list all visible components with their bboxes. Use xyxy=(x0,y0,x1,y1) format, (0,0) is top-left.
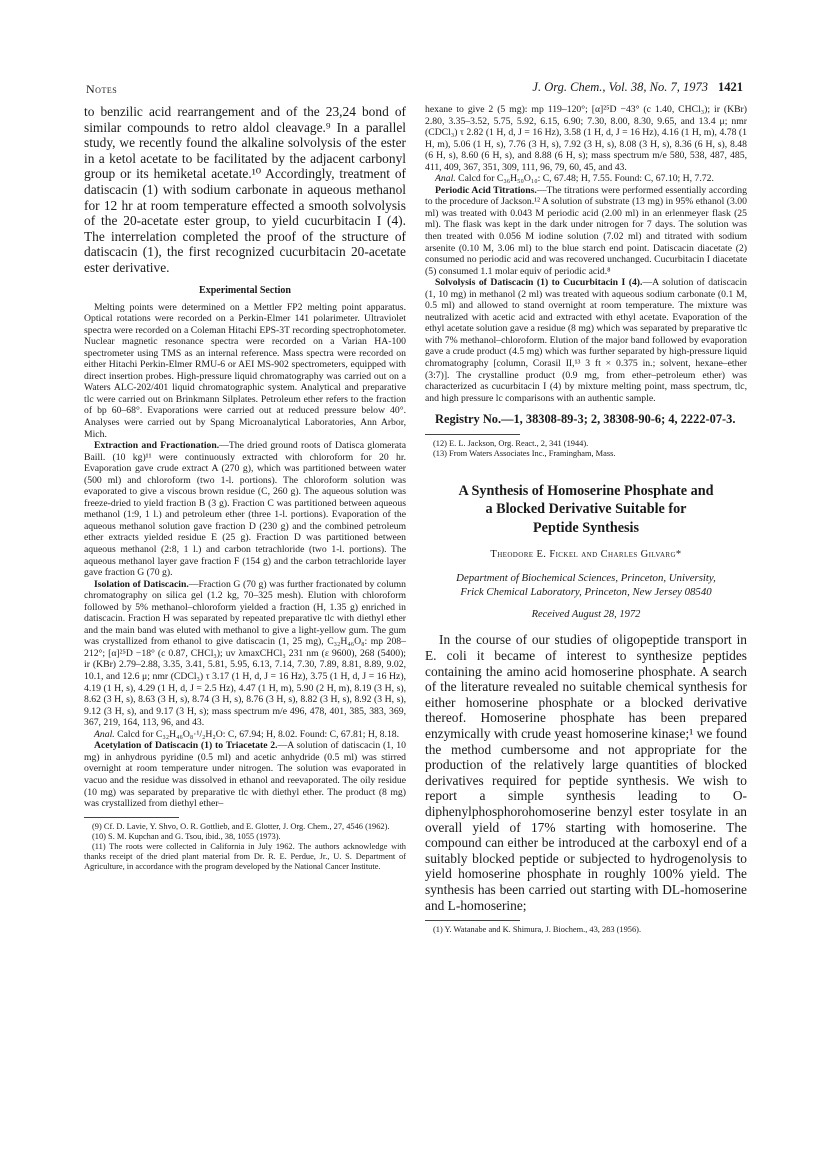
registry-text: 38308-89-3; 2, 38308-90-6; 4, 2222-07-3. xyxy=(525,412,736,427)
footnote-rule-left xyxy=(84,817,179,818)
experimental-section-heading: Experimental Section xyxy=(199,284,291,296)
footnote-13: (13) From Waters Associates Inc., Framingham, Mass. xyxy=(433,449,616,459)
acetylation-paragraph xyxy=(84,740,406,809)
analysis-label-1: Anal. xyxy=(94,728,115,740)
footnote-12: (12) E. L. Jackson, Org. React., 2, 341 (1944). xyxy=(433,439,589,449)
article-title-line-3: Peptide Synthesis xyxy=(532,519,640,536)
page-number: 1421 xyxy=(718,80,743,94)
analysis-text-2: Calcd for C₃₆H₅₀O₁₀: C, 67.48; H, 7.55. Found: C, 67.10; H, 7.72. xyxy=(458,173,714,185)
footnote-1: (1) Y. Watanabe and K. Shimura, J. Biochem., 43, 283 (1956). xyxy=(433,925,642,935)
registry-label: Registry No.—1, xyxy=(435,412,523,427)
isolation-text: —Fraction G (70 g) was further fractionated by column chromatography on silica gel (1.2 kg, 70–325 mesh). Elution with chloroform followed by 5% methanol–chloroform yielded a fraction (H, 1.35 g) enriched in datiscacin. Fraction H was separated by repeated preparative tlc with diethyl ether and the main band was eluted with methanol to give a light-yellow gum. The gum was crystallized from ethanol to give datiscacin (1, 25 mg), C₃₂H₄₆O₈: mp 208–212°; [α]²⁵D −18° (c 0.87, CHCl₃); uv λmaxCHCl₃ 231 nm (ε 9600), 268 (5400); ir (KBr) 2.79–2.88, 3.35, 3.41, 5.81, 5.95, 6.13, 7.14, 7.30, 7.89, 8.81, 8.89, 9.02, 10.1, and 12.6 μ; nmr (CDCl₃) τ 3.17 (1 H, d, J = 16 Hz), 3.75 (1 H, d, J = 16 Hz), 4.19 (1 H, s), 4.29 (1 H, d, J = 2.5 Hz), 4.47 (1 H, m), 5.90 (2 H, m), 8.19 (3 H, s), 8.62 (3 H, s), 8.63 (3 H, s), 8.74 (3 H, s), 8.76 (3 H, s), 8.82 (3 H, s), 8.92 (3 H, s), 9.12 (3 H, s), and 9.17 (3 H, s); mass spectrum m/e 496, 478, 401, 385, 383, 369, 367, 219, 164, 113, 96, and 43. xyxy=(84,578,406,729)
analysis-label-2: Anal. xyxy=(435,173,456,185)
acetylation-text: —A solution of datiscacin (1, 10 mg) in anhydrous pyridine (0.5 ml) and acetic anhydride (0.5 ml) was stirred overnight at room temperature under nitrogen. The solution was evaporated in vacuo and the residue was dissolved in ethanol and reevaporated. The oily residue (10 mg) was separated by preparative tlc with diethyl ether. The product (8 mg) was crystallized from diethyl ether– xyxy=(84,740,406,810)
article-affiliation xyxy=(425,572,747,599)
methods-paragraph: Melting points were determined on a Mettler FP2 melting point apparatus. Optical rotations were recorded on a Perkin-Elmer 141 polarimeter. Ultraviolet spectra were recorded on a Coleman Hitachi EPS-3T recording spectrophotometer. Nuclear magnetic resonance spectra were recorded on a Varian HA-100 spectrometer using TMS as an internal reference. Mass spectra were recorded on either Hitachi Perkin-Elmer RMU-6 or AEI MS-902 spectrometers, equipped with direct insertion probes. High-pressure liquid chromatography was carried out on a Waters ALC-202/401 liquid chromatographic system. Analytical and preparative tlc were carried out on Brinkmann Silplates. Petroleum ether refers to the fraction of bp 60–68°. Evaporations were carried out at reduced pressure below 40°. Analyses were carried out by Spang Microanalytical Laboratories, Ann Arbor, Mich. xyxy=(84,301,406,440)
article-authors: Theodore E. Fickel and Charles Gilvarg* xyxy=(490,549,682,561)
received-date: Received August 28, 1972 xyxy=(531,609,641,621)
solvolysis-paragraph xyxy=(425,277,747,404)
isolation-paragraph xyxy=(84,579,406,729)
article-title xyxy=(425,482,747,538)
footnote-rule-right xyxy=(425,434,520,435)
article-title-line-2: a Blocked Derivative Suitable for xyxy=(485,501,687,518)
affiliation-line-1: Department of Biochemical Sciences, Princeton, University, xyxy=(456,572,716,585)
journal-citation: J. Org. Chem., Vol. 38, No. 7, 1973 xyxy=(532,80,708,94)
isolation-heading: Isolation of Datiscacin. xyxy=(94,578,189,590)
extraction-text: —The dried ground roots of Datisca glomerata Baill. (10 kg)¹¹ were continuously extracted with chloroform for 20 hr. Evaporation gave crude extract A (270 g), which was partitioned between water (500 ml) and chloroform (two 1-l. portions). The chloroform solution was evaporated to give a viscous brown residue (C, 260 g). The aqueous solution was freeze-dried to yield fraction B (3 g). Fraction C was partitioned between aqueous methanol (1:9, 1 l.) and petroleum ether (three 1-l. portions). Evaporation of the aqueous methanol solution gave fraction D (230 g) and the combined petroleum ether extracts yielded residue E (25 g). Fraction D was partitioned between aqueous methanol (2:8, 1 l.) and carbon tetrachloride (two 1-l. portions). The aqueous methanol layer gave fraction F (154 g) and the carbon tetrachloride layer gave fraction G (70 g). xyxy=(84,440,406,579)
extraction-heading: Extraction and Fractionation. xyxy=(94,440,220,452)
affiliation-line-2: Frick Chemical Laboratory, Princeton, New Jersey 08540 xyxy=(460,585,712,598)
footnote-10: (10) S. M. Kupchan and G. Tsou, ibid., 38, 1055 (1973). xyxy=(92,831,281,841)
continued-paragraph: hexane to give 2 (5 mg): mp 119–120°; [α]²⁵D −43° (c 1.40, CHCl₃); ir (KBr) 2.80, 3.35–3.52, 5.75, 5.92, 6.15, 6.90; 7.30, 8.00, 8.30, 9.65, and 13.4 μ; nmr (CDCl₃) τ 2.82 (1 H, d, J = 16 Hz), 3.58 (1 H, d, J = 16 Hz), 4.16 (1 H, m), 4.78 (1 H, m), 5.06 (1 H, s), 7.76 (3 H, s), 7.92 (3 H, s), 8.08 (3 H, s), 8.36 (6 H, s), 8.48 (6 H, s), 8.60 (6 H, s), and 8.88 (6 H, s); mass spectrum m/e 580, 538, 487, 485, 411, 409, 367, 351, 309, 111, 96, 79, 60, 45, and 43. xyxy=(425,104,747,173)
periodic-heading: Periodic Acid Titrations. xyxy=(435,184,537,196)
right-column xyxy=(425,104,747,935)
running-head-section: Notes xyxy=(86,82,118,96)
acetylation-heading: Acetylation of Datiscacin (1) to Triacetate 2. xyxy=(94,740,278,752)
analysis-paragraph-2 xyxy=(425,173,747,185)
solvolysis-text: —A solution of datiscacin (1, 10 mg) in methanol (2 ml) was treated with aqueous sodium carbonate (0.1 M, 0.5 ml) and allowed to stand overnight at room temperature. The mixture was neutralized with acetic acid and extracted with ethyl acetate. Evaporation of the ethyl acetate solution gave a residue (8 mg) which was separated by preparative tlc with 7% methanol–chloroform. Elution of the major band followed by evaporation gave a crude product (4.5 mg) which was further separated by high-pressure liquid chromatography [column, Corasil II,¹³ 3 ft × 0.375 in.; solvent, hexane–ether (3:7)]. The crystalline product (0.9 mg, from ether–petroleum ether) was characterized as cucurbitacin I (4) by mixture melting point, mass spectrum, tlc, and high pressure lc comparisons with an authentic sample. xyxy=(425,277,748,404)
analysis-paragraph-1 xyxy=(84,729,406,741)
solvolysis-heading: Solvolysis of Datiscacin (1) to Cucurbitacin I (4). xyxy=(435,277,643,289)
running-head-citation xyxy=(532,80,743,95)
intro-paragraph: to benzilic acid rearrangement and of the 23,24 bond of similar compounds to retro aldol cleavage.⁹ In a parallel study, we recently found the alkaline solvolysis of the ester in a ketol acetate to be facilitated by the adjacent carbonyl group or its hemiketal acetate.¹⁰ Accordingly, treatment of datiscacin (1) with sodium carbonate in aqueous methanol for 12 hr at room temperature effected a smooth solvolysis of the 20-acetate ester group, to yield cucurbitacin I (4). The interrelation completed the proof of the structure of datiscacin (1), the first recognized cucurbitacin 20-acetate ester derivative. xyxy=(84,104,406,275)
analysis-text-1: Calcd for C₃₂H₄₆O₈·¹/₂H₂O: C, 67.94; H, 8.02. Found: C, 67.81; H, 8.18. xyxy=(117,728,400,740)
article-body: In the course of our studies of oligopeptide transport in E. coli it became of interest to synthesize peptides containing the amino acid homoserine phosphate. A search of the literature revealed no suitable chemical synthesis for either homoserine phosphate or a blocked derivative thereof. Homoserine phosphate has been prepared enzymically with crude yeast homoserine kinase;¹ we found the method cumbersome and not appropriate for the production of the relatively large quantities of blocked derivatives required for peptide synthesis. We wish to report a simple synthesis leading to O-diphenylphosphorohomoserine benzyl ester tosylate in an overall yield of 17% starting with homoserine. The compound can either be introduced at the carboxyl end of a suitably blocked peptide or subjected to hydrogenolysis to yield homoserine phosphate in roughly 100% yield. The synthesis has been carried out starting with DL-homoserine and L-homoserine; xyxy=(425,632,747,913)
article-title-line-1: A Synthesis of Homoserine Phosphate and xyxy=(458,482,714,499)
periodic-text: —The titrations were performed essentially according to the procedure of Jackson.¹² A solution of substrate (13 mg) in 95% ethanol (3.00 ml) was treated with 0.043 M periodic acid (2.00 ml) in an erlenmeyer flask (25 ml). The flask was kept in the dark under nitrogen for 7 days. The solution was then treated with 0.056 M iodine solution (7.02 ml) and titrated with sodium arsenite (0.10 M, 3.06 ml) to the blue starch end point. Datiscacin diacetate (2) consumed no periodic acid and was recovered unchanged. Cucurbitacin I diacetate (5) consumed 1.1 molar equiv of periodic acid.⁸ xyxy=(425,184,747,277)
extraction-paragraph xyxy=(84,440,406,579)
periodic-paragraph xyxy=(425,185,747,277)
left-column xyxy=(84,104,406,873)
footnote-9: (9) Cf. D. Lavie, Y. Shvo, O. R. Gottlieb, and E. Glotter, J. Org. Chem., 27, 4546 (1962). xyxy=(92,821,390,831)
footnote-11: (11) The roots were collected in California in July 1962. The authors acknowledge with thanks receipt of the dried plant material from Dr. R. E. Perdue, Jr., U. S. Department of Agriculture, in accordance with the program developed by the National Cancer Institute. xyxy=(84,842,406,872)
registry-numbers xyxy=(425,412,747,427)
footnote-rule-article xyxy=(425,920,520,921)
